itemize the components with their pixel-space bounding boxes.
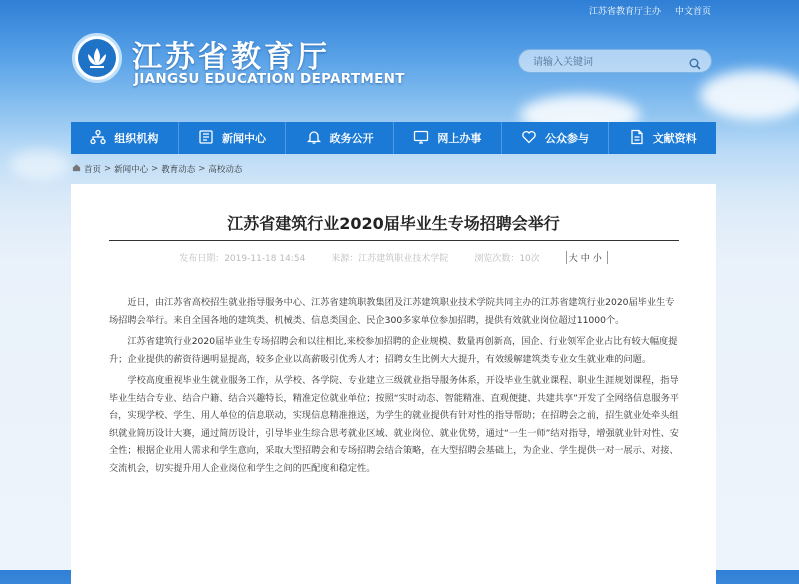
nav-item-government-affairs[interactable] xyxy=(286,122,394,154)
view-count: 浏览次数：10次 xyxy=(474,254,540,264)
article-paragraph: 近日，由江苏省高校招生就业指导服务中心、江苏省建筑职教集团及江苏建筑职业技术学院共同主办的江苏省建筑行业2020届毕业生专场招聘会举行。来自全国各地的建筑类、机械类、信息类国企、民企300多家单位参加招聘，提供有效就业岗位超过11000个。 xyxy=(109,297,675,326)
site-subtitle: JIANGSU EDUCATION DEPARTMENT xyxy=(134,71,405,87)
document-icon xyxy=(629,129,645,148)
monitor-icon xyxy=(413,129,429,148)
breadcrumb-university-news[interactable]: 高校动态 xyxy=(208,165,243,175)
breadcrumb-news-center[interactable]: 新闻中心 xyxy=(114,165,149,175)
heart-icon xyxy=(521,129,537,148)
search-box xyxy=(518,49,712,73)
home-icon xyxy=(72,163,81,175)
org-chart-icon xyxy=(90,129,106,148)
nav-item-organization[interactable] xyxy=(71,122,179,154)
font-size-large-button[interactable]: 大 xyxy=(568,254,581,264)
lotus-emblem-icon xyxy=(78,39,116,77)
nav-item-documents[interactable] xyxy=(609,122,716,154)
nav-label: 新闻中心 xyxy=(222,132,266,145)
nav-item-news[interactable] xyxy=(179,122,287,154)
nav-label: 文献资料 xyxy=(652,132,697,145)
cloud-decoration xyxy=(10,150,70,180)
article-source: 来源：江苏建筑职业技术学院 xyxy=(331,254,449,264)
article-paragraph: 江苏省建筑行业2020届毕业生专场招聘会和以往相比,来校参加招聘的企业规模、数量再创新高，国企、行业领军企业占比有较大幅度提升；企业提供的薪资待遇明显提高，较多企业以高薪吸引优秀人才；招聘女生比例大大提升，有效缓解建筑类专业女生就业难的问题。 xyxy=(109,336,678,365)
chinese-home-link[interactable]: 中文首页 xyxy=(674,7,711,17)
main-nav xyxy=(71,122,716,154)
nav-item-online-services[interactable] xyxy=(394,122,502,154)
font-size-small-button[interactable]: 小 xyxy=(592,254,605,264)
title-divider xyxy=(109,240,679,241)
search-icon[interactable] xyxy=(689,55,701,74)
nav-label: 政务公开 xyxy=(329,132,374,145)
breadcrumb-home[interactable]: 首页 xyxy=(84,165,102,175)
nav-label: 公众参与 xyxy=(545,132,590,145)
nav-label: 网上办事 xyxy=(437,132,482,145)
nav-item-public-participation[interactable] xyxy=(502,122,610,154)
article-title: 江苏省建筑行业2020届毕业生专场招聘会举行 xyxy=(227,214,560,233)
top-bar xyxy=(589,4,711,17)
breadcrumb-separator: > xyxy=(151,164,159,174)
site-title: 江苏省教育厅 xyxy=(132,40,330,75)
nav-label: 组织机构 xyxy=(114,132,159,145)
breadcrumb-separator: > xyxy=(198,164,206,174)
font-size-medium-button[interactable]: 中 xyxy=(580,254,593,264)
article-panel xyxy=(71,184,716,584)
search-input[interactable] xyxy=(531,53,685,71)
cloud-decoration xyxy=(700,70,799,120)
sponsor-text: 江苏省教育厅主办 xyxy=(588,7,661,17)
publish-date: 发布日期：2019-11-18 14:54 xyxy=(179,254,306,264)
bell-icon xyxy=(306,129,322,148)
font-size-switcher xyxy=(566,251,608,264)
article-meta xyxy=(71,251,716,264)
news-icon xyxy=(198,129,214,148)
breadcrumb xyxy=(72,163,242,175)
site-logo[interactable] xyxy=(72,33,122,83)
breadcrumb-separator: > xyxy=(104,164,112,174)
breadcrumb-education-news[interactable]: 教育动态 xyxy=(161,165,196,175)
article-paragraph: 学校高度重视毕业生就业服务工作，从学校、各学院、专业建立三级就业指导服务体系，开设毕业生就业课程、职业生涯规划课程，指导毕业生结合专业、结合户籍、结合兴趣特长，精准定位就业单位；按照“实时动态、智能精准、直观便捷、共建共享”开发了全网络信息服务平台，实现学校、学生、用人单位的信息联动，实现信息精准推送，为学生的就业提供有针对性的指导帮助；在招聘会之前，招生就业处牵头组织就业简历设计大赛，通过简历设计，引导毕业生综合思考就业区域、就业岗位、就业优势，通过“一生一师”结对指导，增强就业针对性、安全性；根据企业用人需求和学生意向，采取大型招聘会和专场招聘会结合策略，在大型招聘会基础上，为企业、学生提供一对一展示、对接、交流机会，切实提升用人企业岗位和学生之间的匹配度和稳定性。 xyxy=(109,375,679,474)
article-body xyxy=(109,294,679,481)
